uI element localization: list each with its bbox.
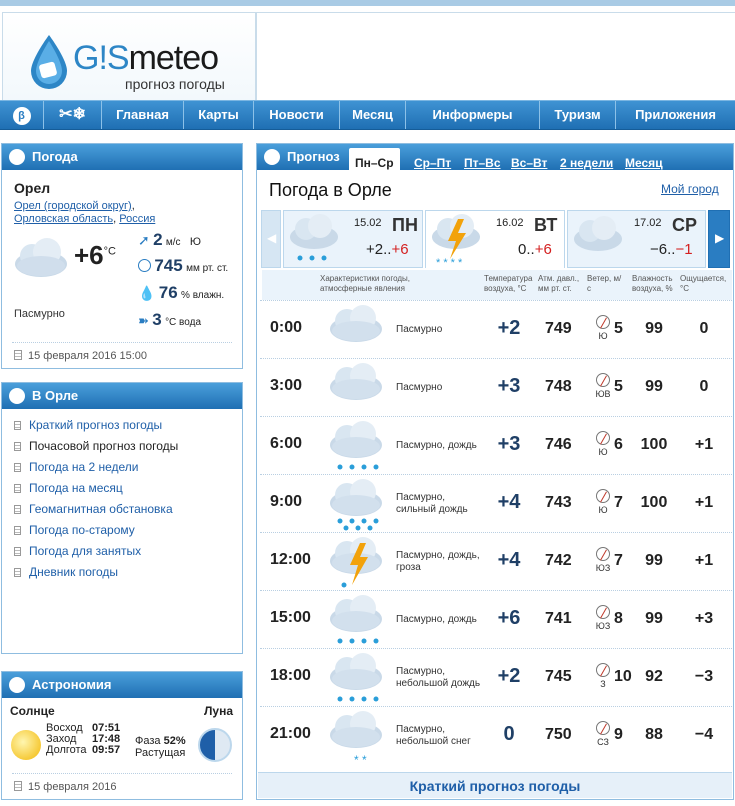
row-humidity: 99 — [645, 378, 663, 395]
nav-item-month[interactable]: Месяц — [340, 101, 406, 129]
pressure-info — [138, 256, 228, 276]
nav-item-news[interactable]: Новости — [254, 101, 340, 129]
cloudy-icon — [326, 303, 386, 359]
compass-icon — [596, 315, 610, 329]
menu-item-month[interactable]: Погода на месяц — [14, 481, 123, 495]
menu-item-brief[interactable]: Краткий прогноз погоды — [14, 418, 162, 432]
row-wind-direction: З — [600, 679, 606, 689]
row-pressure: 742 — [545, 552, 572, 569]
tab-2weeks[interactable]: 2 недели — [560, 156, 614, 170]
row-time: 15:00 — [270, 609, 311, 626]
row-pressure: 748 — [545, 378, 572, 395]
row-humidity: 88 — [645, 726, 663, 743]
row-time: 6:00 — [270, 435, 303, 452]
current-temp-value: +6 — [74, 240, 104, 270]
day-date: 16.02 — [496, 217, 524, 229]
cloudy-icon — [326, 361, 386, 417]
day-temp-max: −1 — [675, 241, 693, 258]
row-humidity: 100 — [640, 494, 668, 511]
tab-sun-tue[interactable]: Вс–Вт — [511, 156, 548, 170]
forecast-heading: Погода в Орле — [269, 180, 392, 200]
snowflake-icon: ✂❄ — [59, 106, 86, 123]
city-menu-header — [2, 383, 242, 409]
day-date: 15.02 — [354, 217, 382, 229]
row-temperature: +2 — [497, 665, 521, 687]
sunset-label: Заход — [46, 733, 77, 745]
location-links: Орел (городской округ), Орловская область, Россия — [14, 200, 156, 225]
row-temperature: +6 — [497, 607, 521, 629]
row-temperature: +3 — [497, 375, 521, 397]
row-pressure: 743 — [545, 494, 572, 511]
row-pressure: 745 — [545, 668, 572, 685]
next-days-button[interactable] — [708, 210, 730, 268]
row-description: Пасмурно, небольшой дождь — [396, 666, 481, 689]
chevron-left-icon: ◀ — [267, 231, 277, 245]
nav-item-maps[interactable]: Карты — [184, 101, 254, 129]
current-temp-unit: °C — [103, 245, 116, 258]
row-wind-direction: Ю — [598, 505, 608, 515]
logo-brand-rest: meteo — [128, 39, 219, 77]
gismeteo-small-icon — [9, 149, 25, 165]
tab-fri-sun[interactable]: Пт–Вс — [464, 156, 501, 170]
day-card-tue[interactable] — [425, 210, 565, 268]
forecast-row — [260, 474, 732, 532]
forecast-row — [260, 300, 732, 358]
col-pressure: Атм. давл., мм рт. ст. — [538, 274, 580, 293]
current-temp — [74, 240, 116, 271]
row-feels-like: +1 — [694, 436, 714, 453]
day-temp-range — [518, 241, 552, 258]
row-wind-speed: 8 — [614, 610, 623, 627]
row-wind-speed: 7 — [614, 494, 623, 511]
document-icon — [14, 568, 21, 577]
brief-forecast-link[interactable]: Краткий прогноз погоды — [409, 778, 581, 794]
city-menu-title: В Орле — [32, 388, 79, 403]
thunderstorm-snow-icon — [428, 213, 484, 267]
row-feels-like: 0 — [699, 378, 709, 395]
chevron-right-icon: ▶ — [715, 231, 725, 245]
compass-icon — [596, 489, 610, 503]
col-condition: Характеристики погоды, атмосферные явления — [320, 274, 410, 293]
drop-icon: 💧 — [138, 285, 156, 301]
gismeteo-small-icon — [264, 149, 280, 165]
thunderstorm-icon — [326, 535, 386, 591]
day-card-mon[interactable] — [283, 210, 423, 268]
row-wind-direction: СЗ — [597, 737, 609, 747]
forecast-row — [260, 706, 732, 764]
astronomy-date-text: 15 февраля 2016 — [28, 781, 117, 793]
row-wind-speed: 9 — [614, 726, 623, 743]
row-temperature: +4 — [497, 549, 521, 571]
row-pressure: 749 — [545, 320, 572, 337]
phase-value: 52% — [163, 735, 186, 747]
forecast-row — [260, 532, 732, 590]
row-description: Пасмурно, небольшой снег — [396, 724, 471, 747]
city-name: Орел — [14, 180, 51, 196]
tab-mon-wed[interactable]: Пн–Ср — [349, 148, 400, 178]
wind-value: 2 — [153, 230, 163, 249]
current-condition: Пасмурно — [14, 308, 65, 320]
document-icon — [14, 463, 21, 472]
humidity-value: 76 — [158, 283, 178, 302]
daylength-label: Долгота — [46, 744, 87, 756]
row-feels-like: +1 — [694, 494, 714, 511]
row-wind-direction: Ю — [598, 331, 608, 341]
row-humidity: 99 — [645, 320, 663, 337]
light-rain-icon — [326, 651, 386, 707]
forecast-title: Прогноз — [287, 149, 340, 164]
row-description: Пасмурно, сильный дождь — [396, 492, 468, 515]
row-description: Пасмурно, дождь — [396, 614, 477, 625]
col-temp: Температура воздуха, °C — [484, 274, 533, 293]
row-description: Пасмурно, дождь, гроза — [396, 550, 480, 573]
forecast-tabs-bar — [257, 144, 733, 170]
day-temp-range — [366, 241, 409, 258]
wind-info — [138, 230, 201, 250]
forecast-row — [260, 416, 732, 474]
row-time: 21:00 — [270, 725, 311, 742]
row-temperature: +3 — [497, 433, 521, 455]
day-temp-range — [650, 241, 693, 258]
wind-unit: м/с — [165, 237, 181, 248]
moon-phase — [135, 735, 186, 759]
menu-item-old-style[interactable]: Погода по-старому — [14, 523, 135, 537]
moon-state: Растущая — [135, 747, 186, 759]
sun-times — [46, 723, 120, 756]
pressure-unit: мм рт. ст. — [186, 263, 229, 274]
moon-icon — [198, 728, 232, 762]
row-feels-like: −4 — [694, 726, 714, 743]
fish-icon: ➽ — [138, 313, 149, 328]
compass-icon — [596, 547, 610, 561]
day-temp-min: −6.. — [650, 241, 676, 258]
compass-icon — [596, 605, 610, 619]
gismeteo-small-icon — [9, 388, 25, 404]
cloud-rain-icon — [326, 593, 386, 649]
row-wind-direction: ЮВ — [595, 389, 611, 399]
svg-text:* *: * * — [354, 753, 367, 765]
menu-item-2weeks[interactable]: Погода на 2 недели — [14, 460, 139, 474]
row-humidity: 99 — [645, 610, 663, 627]
observation-time — [14, 350, 147, 362]
water-temp-unit: °C вода — [165, 317, 201, 328]
row-humidity: 100 — [640, 436, 668, 453]
menu-item-hourly[interactable]: Почасовой прогноз погоды — [14, 439, 178, 453]
city-district-link[interactable]: Орел (городской округ) — [14, 200, 132, 212]
document-icon — [14, 781, 22, 791]
document-icon — [14, 505, 21, 514]
menu-item-busy[interactable]: Погода для занятых — [14, 544, 141, 558]
moon-label: Луна — [204, 704, 234, 718]
day-card-wed[interactable] — [567, 210, 706, 268]
row-wind-direction: ЮЗ — [595, 563, 611, 573]
document-icon — [14, 442, 21, 451]
cloudy-icon — [12, 236, 70, 280]
row-humidity: 99 — [645, 552, 663, 569]
day-temp-min: +2.. — [366, 241, 392, 258]
cloud-rain-icon — [286, 213, 342, 265]
row-time: 12:00 — [270, 551, 311, 568]
compass-icon — [596, 373, 610, 387]
main-nav — [0, 100, 735, 130]
row-wind-direction: Ю — [598, 447, 608, 457]
row-wind-speed: 10 — [614, 668, 632, 685]
row-pressure: 746 — [545, 436, 572, 453]
menu-item-diary[interactable]: Дневник погоды — [14, 565, 118, 579]
svg-text:* * * *: * * * * — [436, 257, 463, 267]
col-feels-like: Ощущается, °C — [680, 274, 727, 293]
menu-item-geomagnetic[interactable]: Геомагнитная обстановка — [14, 502, 173, 516]
day-dow: ПН — [392, 215, 418, 235]
astronomy-header — [2, 672, 242, 698]
tab-wed-fri[interactable]: Ср–Пт — [414, 156, 452, 170]
day-temp-max: +6 — [534, 241, 552, 258]
row-description: Пасмурно — [396, 324, 443, 335]
region-link[interactable]: Орловская область — [14, 213, 114, 225]
astronomy-box — [1, 671, 243, 800]
nav-item-home[interactable]: Главная — [102, 101, 184, 129]
row-wind-speed: 7 — [614, 552, 623, 569]
row-temperature: 0 — [503, 723, 515, 745]
logo-wordmark — [73, 39, 218, 78]
tab-month[interactable]: Месяц — [625, 156, 663, 170]
day-dow: СР — [672, 215, 698, 235]
col-wind: Ветер, м/с — [587, 274, 622, 293]
compass-icon — [596, 431, 610, 445]
row-feels-like: −3 — [694, 668, 714, 685]
day-dow: ВТ — [534, 215, 558, 235]
cloudy-icon — [570, 213, 626, 257]
sun-label: Солнце — [10, 704, 55, 718]
pressure-value: 745 — [154, 256, 183, 275]
row-feels-like: 0 — [699, 320, 709, 337]
row-feels-like: +3 — [694, 610, 714, 627]
humidity-info — [138, 283, 224, 303]
sun-icon — [11, 730, 41, 760]
forecast-footer — [258, 772, 732, 798]
logo-subtitle: прогноз погоды — [125, 76, 225, 92]
row-pressure: 750 — [545, 726, 572, 743]
phase-label: Фаза — [135, 735, 161, 747]
drop-logo-icon — [27, 33, 71, 91]
document-icon — [14, 484, 21, 493]
row-wind-speed: 5 — [614, 378, 623, 395]
gismeteo-small-icon — [9, 677, 25, 693]
logo-area[interactable] — [2, 12, 256, 104]
observation-time-text: 15 февраля 2016 15:00 — [28, 350, 148, 362]
forecast-column-header — [262, 270, 732, 300]
document-icon — [14, 350, 22, 360]
prev-days-button[interactable] — [261, 210, 281, 268]
day-temp-min: 0.. — [518, 241, 535, 258]
wind-arrow-icon: ➚ — [138, 232, 150, 248]
light-snow-icon — [326, 709, 386, 765]
row-pressure: 741 — [545, 610, 572, 627]
sunrise-time: 07:51 — [92, 722, 121, 734]
country-link[interactable]: Россия — [119, 213, 156, 225]
row-time: 3:00 — [270, 377, 303, 394]
day-temp-max: +6 — [391, 241, 409, 258]
nav-item-tourism[interactable]: Туризм — [540, 101, 616, 129]
document-icon — [14, 547, 21, 556]
document-icon — [14, 526, 21, 535]
nav-item-apps[interactable]: Приложения — [635, 107, 716, 122]
astronomy-date — [14, 781, 116, 793]
forecast-row — [260, 358, 732, 416]
row-time: 9:00 — [270, 493, 303, 510]
sunset-time: 17:48 — [92, 733, 121, 745]
banner-area — [256, 12, 735, 106]
water-temp-value: 3 — [152, 310, 162, 329]
row-wind-speed: 5 — [614, 320, 623, 337]
beta-icon: β — [13, 107, 31, 125]
col-humidity: Влажность воздуха, % — [632, 274, 673, 293]
beta-button[interactable] — [0, 101, 44, 129]
day-date: 17.02 — [634, 217, 662, 229]
row-time: 18:00 — [270, 667, 311, 684]
gauge-icon — [138, 259, 151, 272]
compass-icon — [596, 721, 610, 735]
city-menu-box — [1, 382, 243, 654]
compass-icon — [596, 663, 610, 677]
row-wind-speed: 6 — [614, 436, 623, 453]
row-description: Пасмурно, дождь — [396, 440, 477, 451]
weather-symbols-button[interactable] — [44, 101, 102, 129]
current-weather-title: Погода — [32, 149, 78, 164]
row-wind-direction: ЮЗ — [595, 621, 611, 631]
forecast-row — [260, 590, 732, 648]
row-temperature: +2 — [497, 317, 521, 339]
row-humidity: 92 — [645, 668, 663, 685]
my-city-link[interactable]: Мой город — [661, 182, 719, 196]
forecast-row — [260, 648, 732, 706]
current-weather-header — [2, 144, 242, 170]
humidity-unit: % влажн. — [181, 290, 225, 301]
row-description: Пасмурно — [396, 382, 443, 393]
row-temperature: +4 — [497, 491, 521, 513]
wind-direction: Ю — [189, 236, 202, 248]
heavy-rain-icon — [326, 477, 386, 533]
logo-brand-g: G!S — [73, 39, 129, 77]
water-temp-info — [138, 310, 201, 330]
current-weather-box — [1, 143, 243, 369]
row-feels-like: +1 — [694, 552, 714, 569]
document-icon — [14, 421, 21, 430]
astronomy-title: Астрономия — [32, 677, 112, 692]
sunrise-label: Восход — [46, 722, 83, 734]
nav-item-informers[interactable]: Информеры — [406, 101, 540, 129]
daylength-value: 09:57 — [92, 744, 121, 756]
site-header — [0, 0, 735, 100]
cloud-rain-icon — [326, 419, 386, 475]
row-time: 0:00 — [270, 319, 303, 336]
